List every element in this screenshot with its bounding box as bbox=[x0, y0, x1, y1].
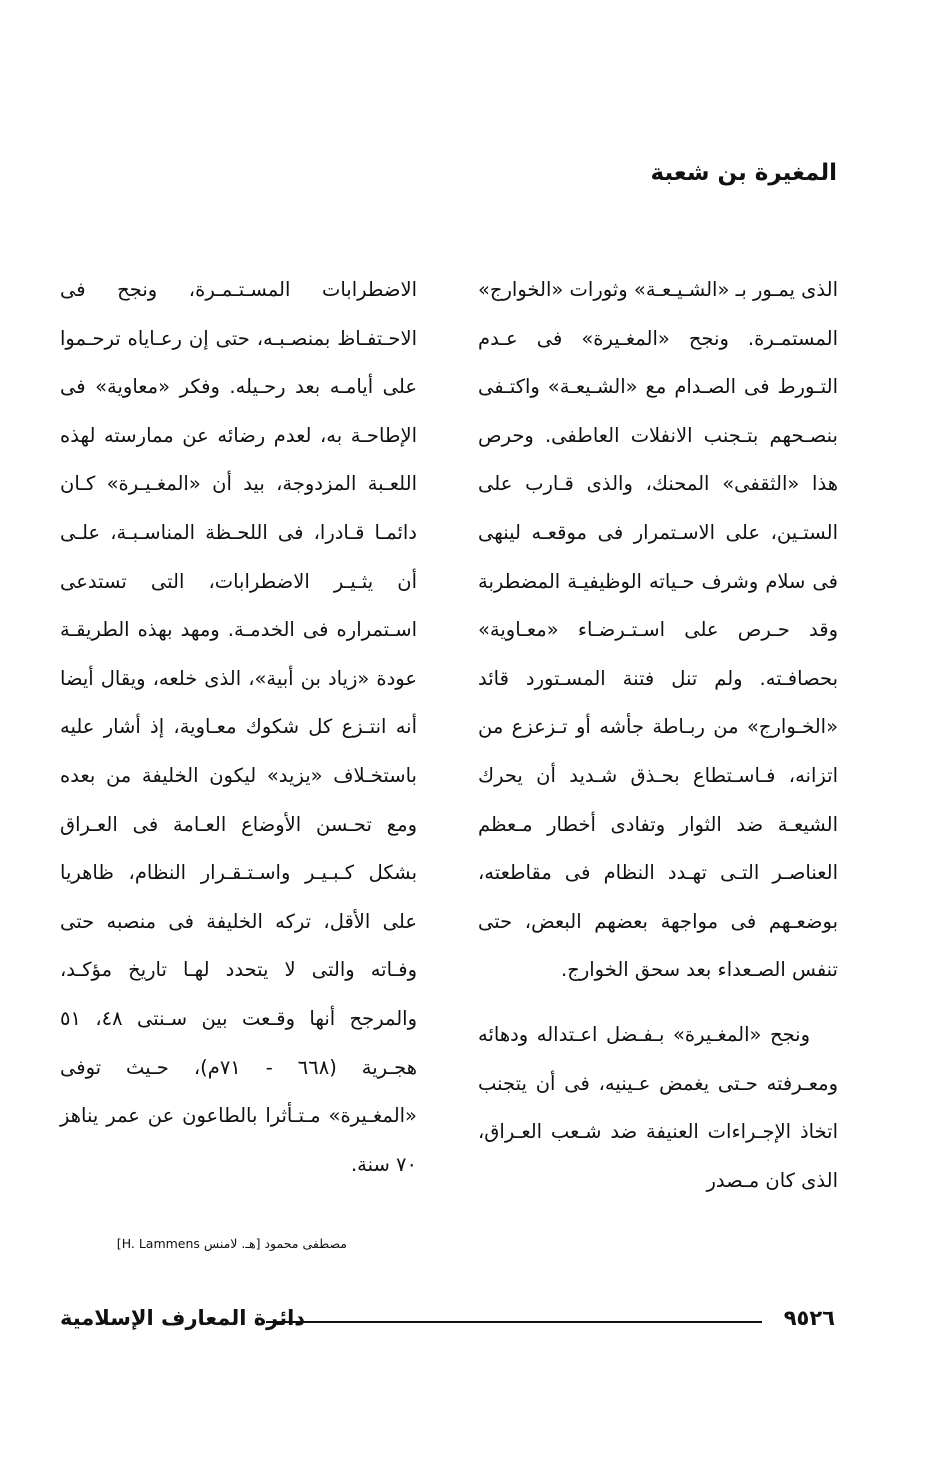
running-title: المغيرة بن شعبة bbox=[650, 160, 837, 186]
publication-title: دائرة المعارف الإسلامية bbox=[60, 1306, 306, 1330]
page-number: ٩٥٢٦ bbox=[783, 1306, 835, 1330]
body-paragraph: ونجح «المغـيرة» بـفـضل اعـتداله ودهائه ومعـرفته حـتى يغمض عـينيه، فى أن يتجنب اتخاذ الإجـراءات العنيفة ضد شـعب العـراق، الذى كان مـصدر bbox=[478, 1022, 838, 1192]
author-signature: مصطفى محمود [هـ. لامنس H. Lammens] bbox=[116, 1236, 347, 1251]
article-column-right bbox=[478, 266, 838, 1205]
body-paragraph: الاضطرابات المسـتـمـرة، ونجح فى الاحـتفـاظ بمنصـبـه، حتى إن رعـاياه ترحـموا على أيامـه بعد رحـيله. وفكر «معاوية» فى الإطاحـة به، لعدم رضائه عن ممارسته لهذه اللعـبة المزدوجة، بيد أن «المغـيـرة» كـان دائمـا قـادرا، فى اللحـظة المناسـبـة، علـى أن يثـيـر الاضطرابات، التى تستدعى اسـتمراره فى الخدمـة. ومهد بهذه الطريقـة عودة «زياد بن أبية»، الذى خلعه، ويقال أيضا أنه انتـزع كل شكوك معـاوية، إذ أشار عليه باستخـلاف «يزيد» ليكون الخليفة من بعده ومع تحـسن الأوضاع العـامة فى العـراق بشكل كـبـيـر واسـتـقـرار النظام، ظاهريا على الأقل، تركه الخليفة فى منصبه حتى وفـاته والتى لا يتحدد لهـا تاريخ مؤكـد، والمرجح أنها وقـعت بين سـنتى ٤٨، ٥١ هجـرية (٦٦٨ - ٧١م)، حـيث توفى «المغـيرة» مـتـأثرا بالطاعون عن عمر يناهز ٧٠ سنة. bbox=[60, 278, 417, 1176]
footer-divider bbox=[266, 1321, 762, 1323]
article-column-left bbox=[60, 266, 417, 1189]
body-paragraph: الذى يمـور بـ «الشـيـعـة» وثورات «الخوارج» المستمـرة. ونجح «المغـيرة» فى عـدم التـورط فى الصـدام مع «الشـيعـة» واكتـفى بنصـحهم بتـجنب الانفلات العاطفى. وحرص هذا «الثقفى» المحنك، والذى قـارب على الستـين، على الاسـتمرار فى موقعـه لينهى فى سلام وشرف حـياته الوظيفيـة المضطربة وقد حـرص على اسـتـرضـاء «معـاوية» بحصافـته. ولم تنل فتنة المسـتورد قائد «الخـوارج» من ربـاطة جأشه أو تـزعزع من اتزانه، فـاسـتطاع بحـذق شـديد أن يحرك الشيعـة ضد الثوار وتفادى أخطار مـعظم العناصـر التـى تهـدد النظام فى مقاطعته، بوضعـهم فى مواجهة بعضهم البعض، حتى تنفس الصـعداء بعد سحق الخوارج. bbox=[478, 278, 838, 982]
